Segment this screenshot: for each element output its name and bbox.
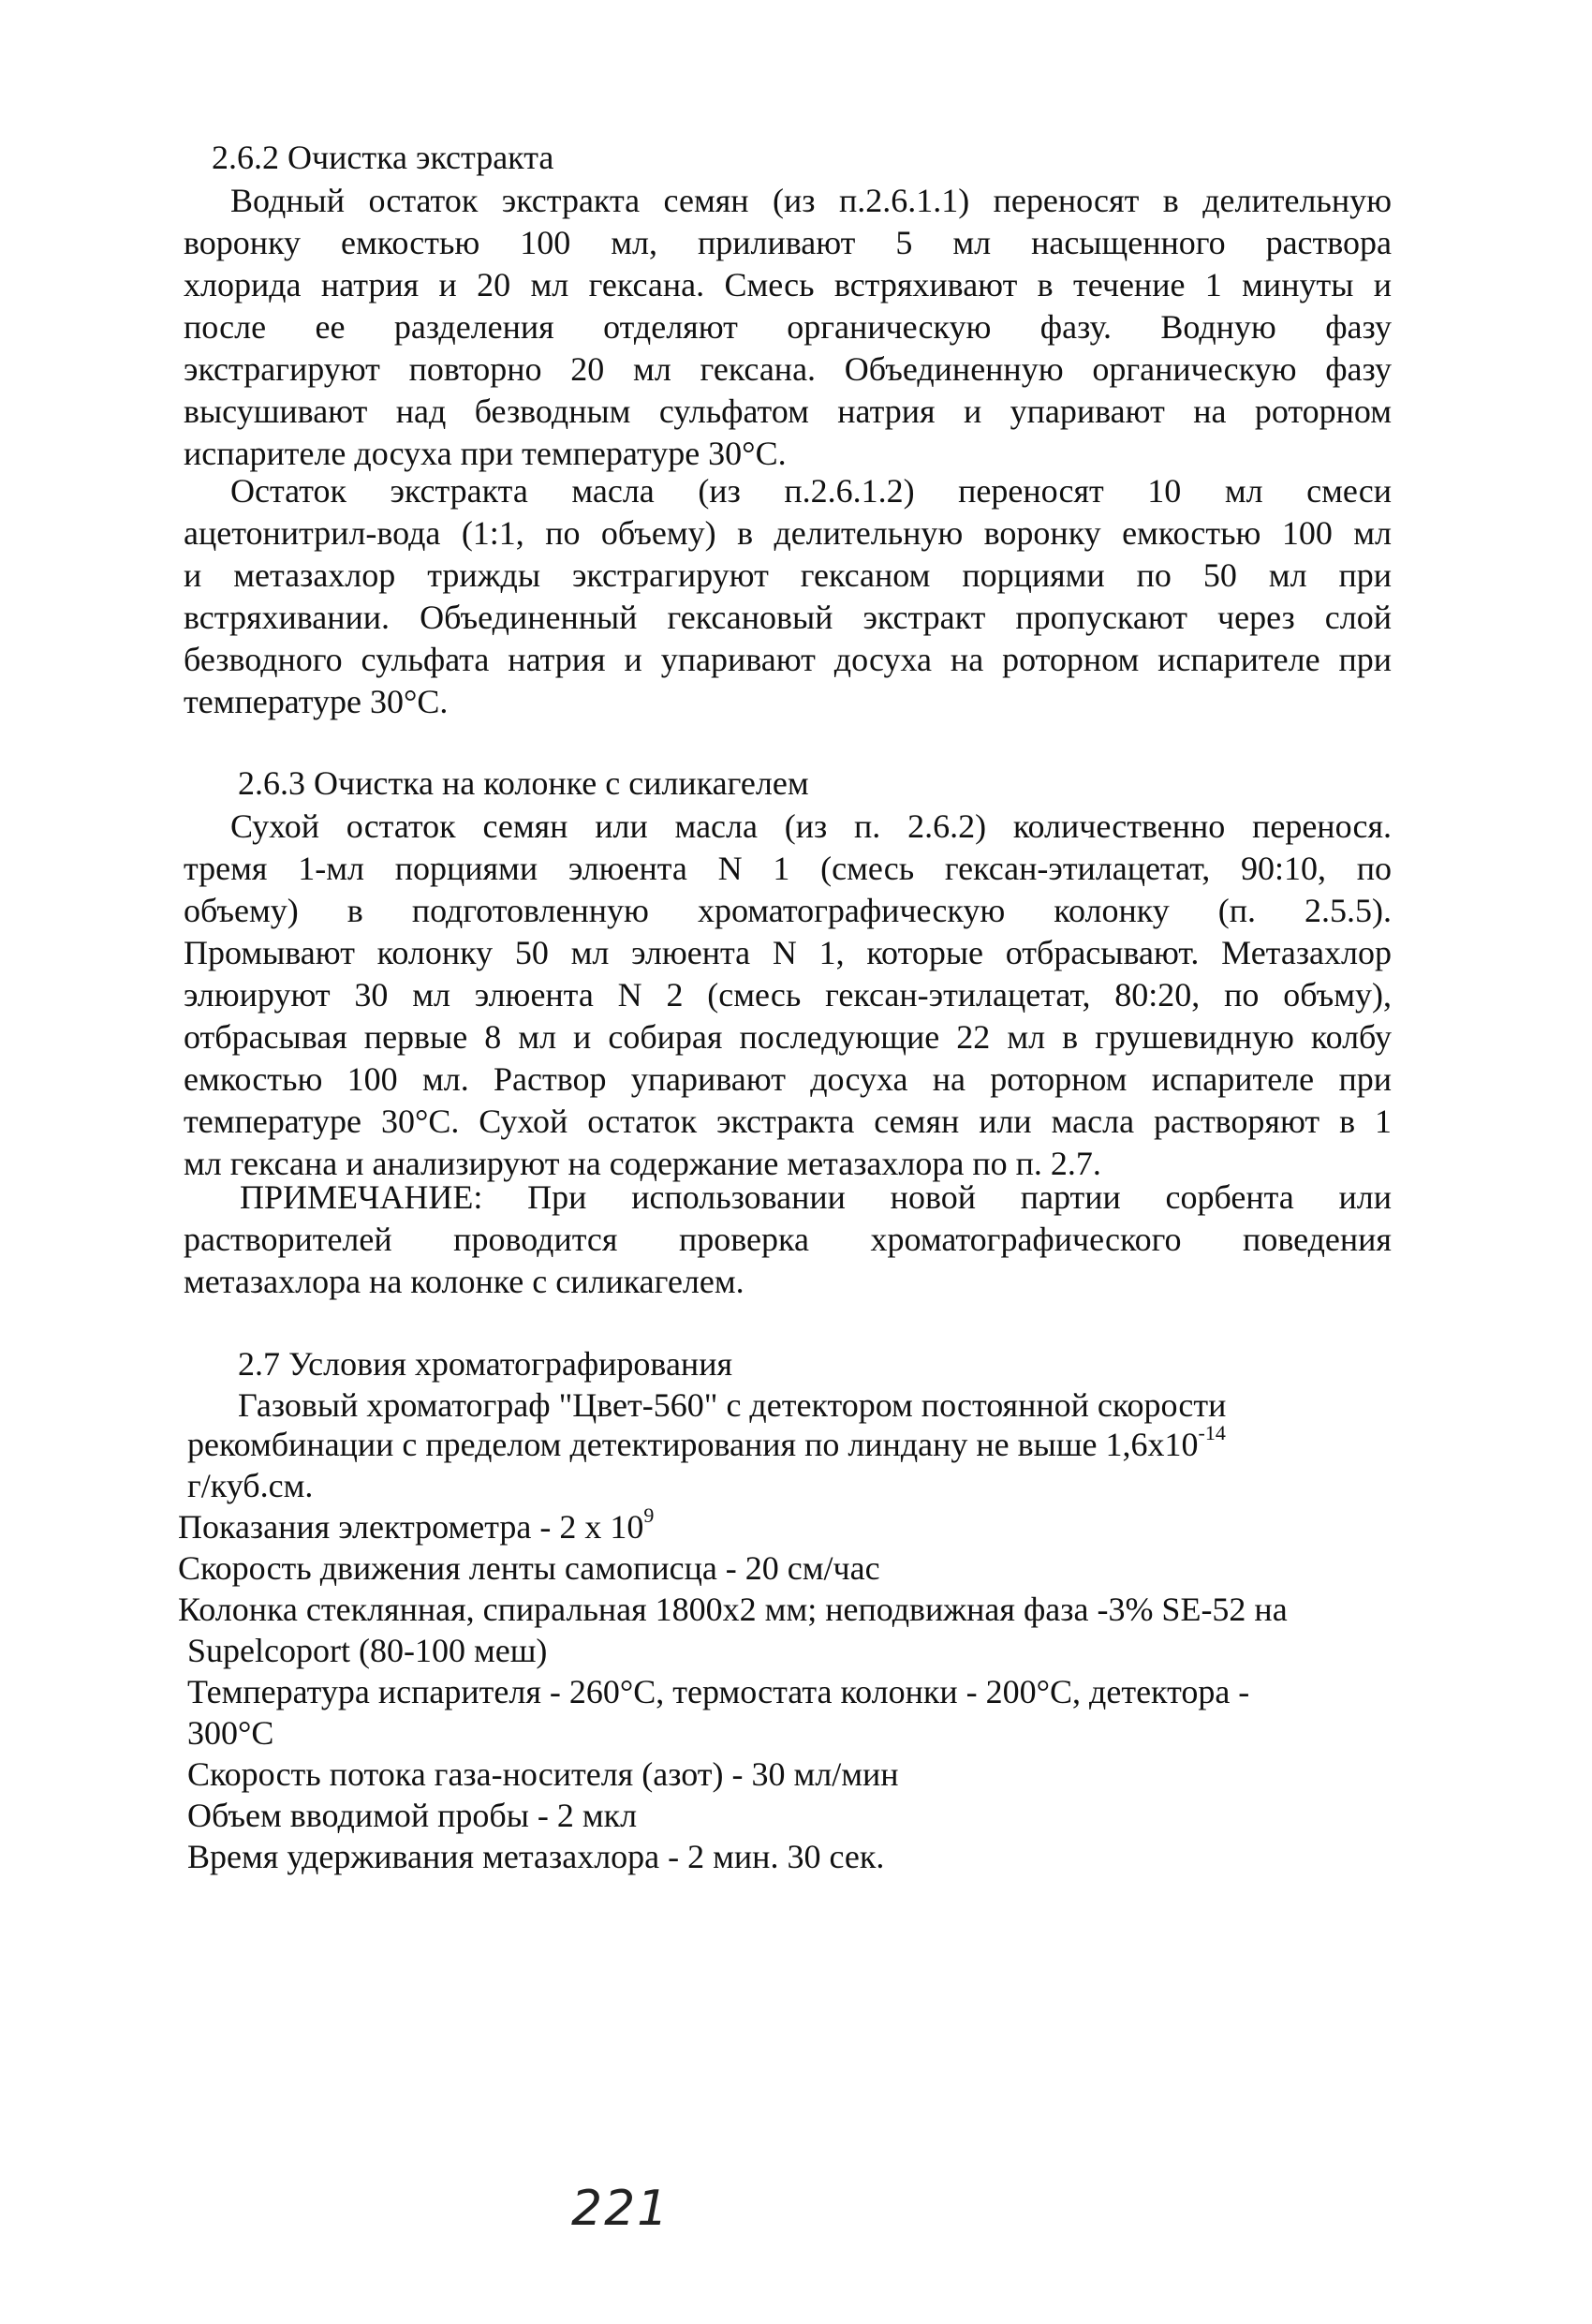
paragraph-oil-residue <box>184 470 1392 723</box>
text-line: ПРИМЕЧАНИЕ: При использовании новой партии сорбента или <box>240 1178 1392 1216</box>
exponent: -14 <box>1198 1421 1226 1444</box>
text-line: воронку емкостью 100 мл, приливают 5 мл насыщенного раствора <box>184 224 1392 261</box>
text-line: хлорида натрия и 20 мл гексана. Смесь встряхивают в течение 1 минуты и <box>184 266 1392 303</box>
text-line: встряхивании. Объединенный гексановый экстракт пропускают через слой <box>184 599 1392 636</box>
text-line: элюируют 30 мл элюента N 2 (смесь гексан-этилацетат, 80:20, по объму), <box>184 976 1392 1014</box>
text-line: температуре 30°С. <box>184 683 449 720</box>
tape-speed: Скорость движения ленты самописца - 20 см/час <box>178 1549 880 1587</box>
text-line: объему) в подготовленную хроматографическую колонку (п. 2.5.5). <box>184 892 1392 929</box>
section-heading-2-6-3: 2.6.3 Очистка на колонке с силикагелем <box>238 764 809 802</box>
chromatograph-intro-line3: г/куб.см. <box>187 1467 314 1504</box>
carrier-gas-flow: Скорость потока газа-носителя (азот) - 30 мл/мин <box>187 1755 899 1793</box>
paragraph-aqueous-residue <box>184 180 1392 475</box>
text-line: Остаток экстракта масла (из п.2.6.1.2) переносят 10 мл смеси <box>230 472 1392 510</box>
chromatograph-intro-line1: Газовый хроматограф "Цвет-560" с детектором постоянной скорости <box>238 1386 1227 1424</box>
intro-text: рекомбинации с пределом детектирования по линдану не выше 1,6х10 <box>187 1426 1199 1463</box>
text-line: тремя 1-мл порциями элюента N 1 (смесь гексан-этилацетат, 90:10, по <box>184 850 1392 887</box>
text-line: Промывают колонку 50 мл элюента N 1, которые отбрасывают. Метазахлор <box>184 934 1392 971</box>
sample-volume: Объем вводимой пробы - 2 мкл <box>187 1797 638 1834</box>
section-heading-2-6-2: 2.6.2 Очистка экстракта <box>212 139 554 176</box>
text-line: ацетонитрил-вода (1:1, по объему) в делительную воронку емкостью 100 мл <box>184 514 1392 552</box>
column-spec-line2: Supelcoport (80-100 меш) <box>187 1632 548 1669</box>
exponent: 9 <box>643 1503 655 1527</box>
text-line: растворителей проводится проверка хроматографического поведения <box>184 1221 1392 1258</box>
paragraph-note <box>184 1177 1392 1303</box>
text-line: метазахлора на колонке с силикагелем. <box>184 1263 744 1300</box>
column-spec-line1: Колонка стеклянная, спиральная 1800х2 мм; неподвижная фаза -3% SE-52 на <box>178 1591 1288 1628</box>
text-line: Водный остаток экстракта семян (из п.2.6.1.1) переносят в делительную <box>230 182 1392 219</box>
text-line: Сухой остаток семян или масла (из п. 2.6.2) количественно перенося. <box>230 807 1392 845</box>
retention-time: Время удерживания метазахлора - 2 мин. 30 сек. <box>187 1838 885 1875</box>
text-line: экстрагируют повторно 20 мл гексана. Объединенную органическую фазу <box>184 350 1392 388</box>
text-line: отбрасывая первые 8 мл и собирая последующие 22 мл в грушевидную колбу <box>184 1018 1392 1056</box>
text-line: безводного сульфата натрия и упаривают досуха на роторном испарителе при <box>184 641 1392 678</box>
text-line: испарителе досуха при температуре 30°С. <box>184 435 787 472</box>
electrometer-setting <box>178 1503 655 1548</box>
text-line: и метазахлор трижды экстрагируют гексаном порциями по 50 мл при <box>184 556 1392 594</box>
text-line: емкостью 100 мл. Раствор упаривают досуха на роторном испарителе при <box>184 1060 1392 1098</box>
electrometer-text: Показания электрометра - 2 х 10 <box>178 1508 644 1546</box>
text-line: мл гексана и анализируют на содержание метазахлора по п. 2.7. <box>184 1145 1101 1182</box>
paragraph-column-cleanup <box>184 806 1392 1185</box>
text-line: температуре 30°С. Сухой остаток экстракта семян или масла растворяют в 1 <box>184 1103 1392 1140</box>
text-line: высушивают над безводным сульфатом натрия и упаривают на роторном <box>184 392 1392 430</box>
section-heading-2-7: 2.7 Условия хроматографирования <box>238 1345 733 1383</box>
chromatograph-intro-line2 <box>187 1421 1226 1466</box>
text-line: после ее разделения отделяют органическую фазу. Водную фазу <box>184 308 1392 346</box>
page-number: 221 <box>571 2181 671 2237</box>
temperatures-line2: 300°С <box>187 1714 274 1752</box>
temperatures-line1: Температура испарителя - 260°С, термостата колонки - 200°С, детектора - <box>187 1673 1250 1710</box>
